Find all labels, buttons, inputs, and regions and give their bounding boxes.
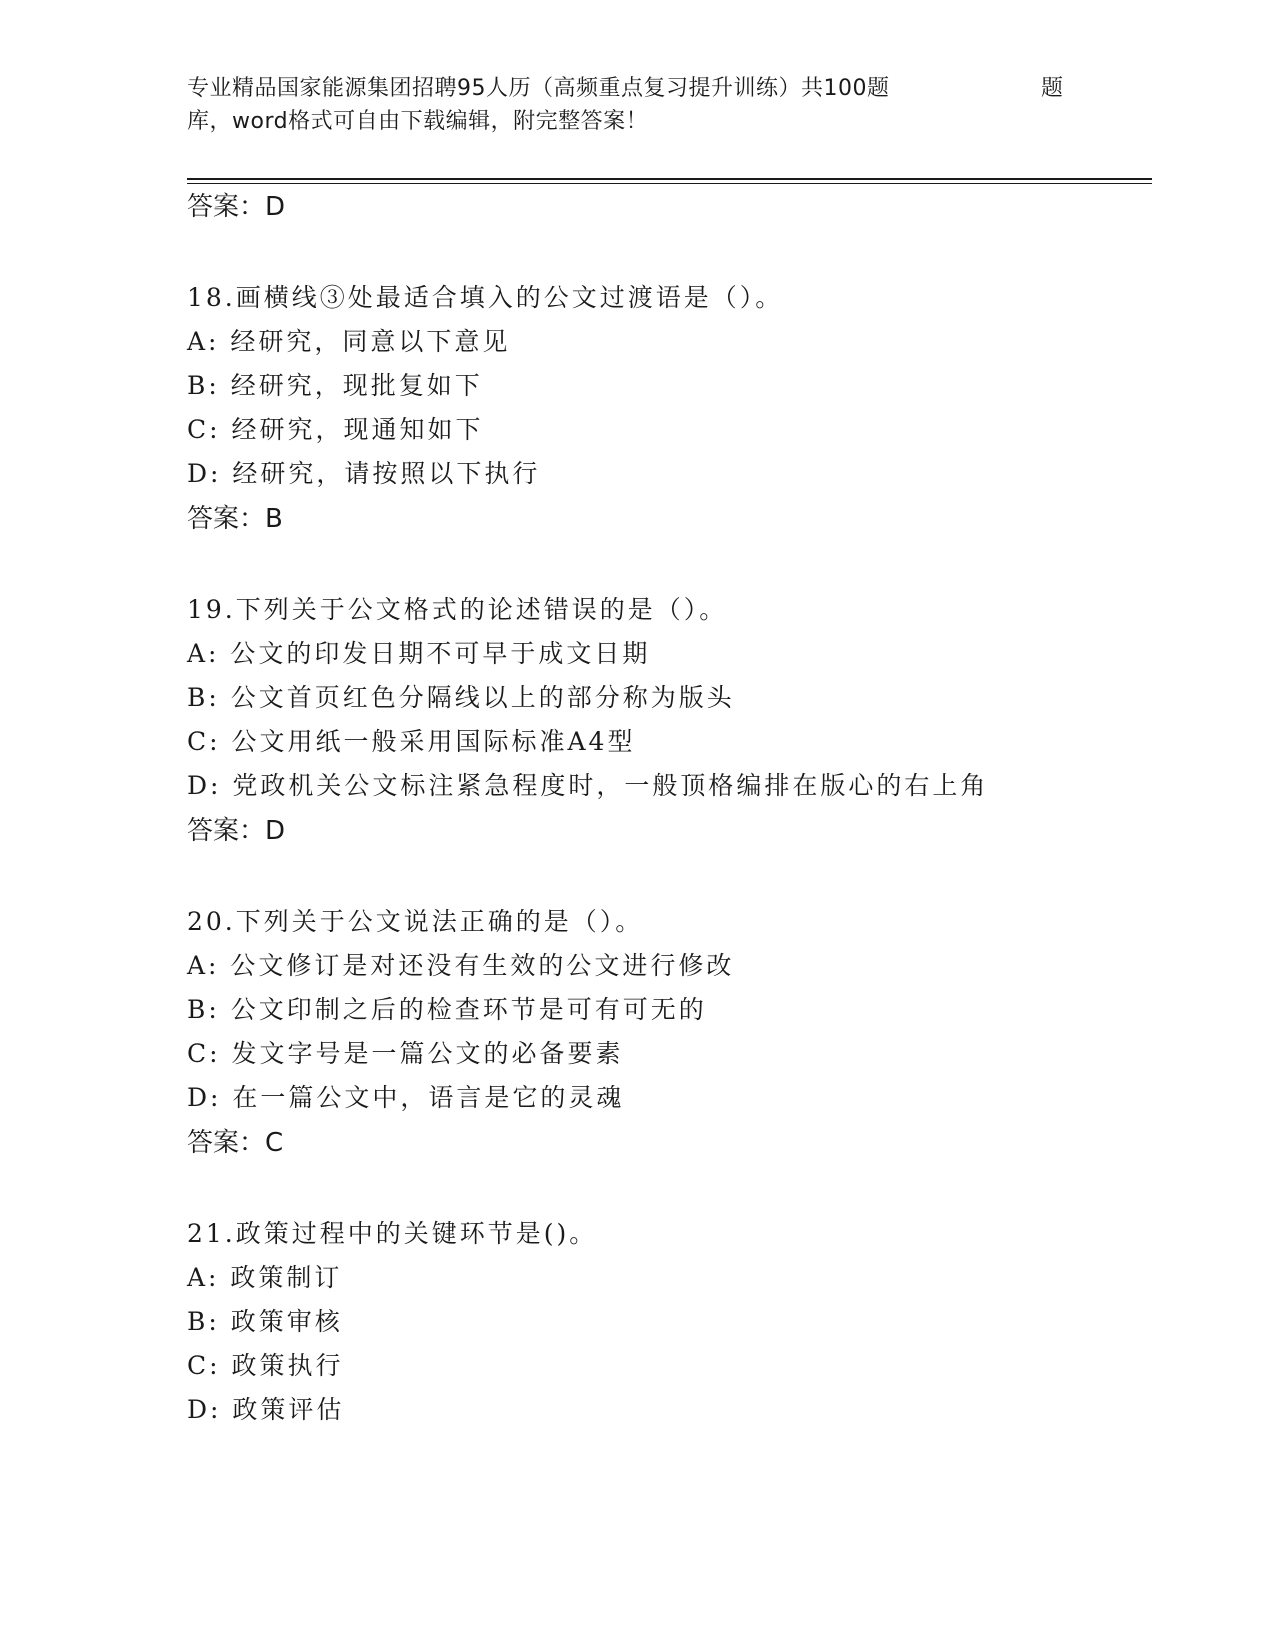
answer-20: 答案：C [187,1128,284,1158]
question-19-option-c: C: 公文用纸一般采用国际标准A4型 [187,727,636,756]
question-20-option-b: B: 公文印制之后的检查环节是可有可无的 [187,995,707,1024]
question-20-stem: 20.下列关于公文说法正确的是（）。 [187,907,644,936]
header-rule-thick [187,178,1152,180]
header-title-line1: 专业精品国家能源集团招聘95人历（高频重点复习提升训练）共100题 [187,76,890,101]
question-20-option-c: C: 发文字号是一篇公文的必备要素 [187,1039,624,1068]
question-18-option-b: B: 经研究，现批复如下 [187,371,483,400]
question-21-stem: 21.政策过程中的关键环节是()。 [187,1219,598,1248]
page-header [187,72,1107,138]
header-title-line2: 库，word格式可自由下载编辑，附完整答案！ [187,109,649,134]
question-21-option-a: A: 政策制订 [187,1263,343,1292]
question-20-option-a: A: 公文修订是对还没有生效的公文进行修改 [187,951,735,980]
question-18-stem: 18.画横线③处最适合填入的公文过渡语是（）。 [187,283,784,312]
question-21-option-b: B: 政策审核 [187,1307,343,1336]
question-19-option-a: A: 公文的印发日期不可早于成文日期 [187,639,651,668]
question-18-option-c: C: 经研究，现通知如下 [187,415,484,444]
answer-18: 答案：B [187,504,283,534]
question-21-option-d: D: 政策评估 [187,1395,345,1424]
header-title-overflow: 题 [1041,76,1064,101]
question-21-option-c: C: 政策执行 [187,1351,344,1380]
question-18-option-a: A: 经研究，同意以下意见 [187,327,511,356]
question-19-option-d: D: 党政机关公文标注紧急程度时，一般顶格编排在版心的右上角 [187,771,989,800]
answer-17: 答案：D [187,192,286,222]
question-19-stem: 19.下列关于公文格式的论述错误的是（）。 [187,595,728,624]
header-rule-thin [187,183,1152,184]
question-19-option-b: B: 公文首页红色分隔线以上的部分称为版头 [187,683,735,712]
question-20-option-d: D: 在一篇公文中，语言是它的灵魂 [187,1083,625,1112]
question-18-option-d: D: 经研究，请按照以下执行 [187,459,541,488]
answer-19: 答案：D [187,816,286,846]
